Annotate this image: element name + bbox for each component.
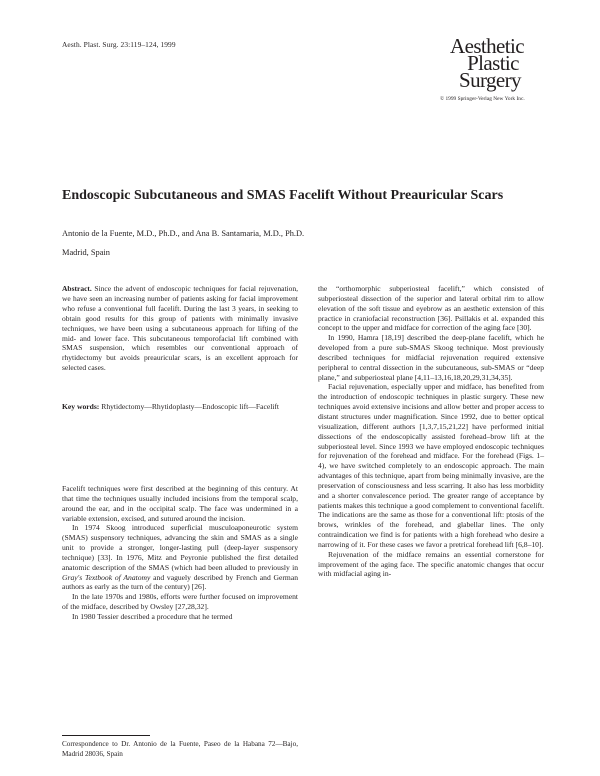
paragraph-text: and vaguely described by French and German authors as early as the turn of the century) [26]. bbox=[62, 572, 298, 592]
logo-line-surgery: Surgery bbox=[459, 68, 521, 92]
paragraph: the “orthomorphic subperiosteal facelift,” which consisted of subperiosteal dissection of the superior and lateral orbital rim to allow elevation of the soft tissue and eyebrow as an aesthetic extension of this practice in craniofacial reconstruction [36]. Psillakis et al. expanded this concept to the upper and midface for correction of the aging face [30]. bbox=[318, 284, 544, 333]
logo-line-aesthetic: Aesthetic bbox=[450, 34, 524, 58]
paragraph: Rejuvenation of the midface remains an essential cornerstone for improvement of the aging face. The specific anatomic changes that occur with midfacial aging in- bbox=[318, 549, 544, 579]
keywords bbox=[62, 402, 298, 412]
body-column-right bbox=[318, 284, 544, 579]
abstract-text: Since the advent of endoscopic techniques for facial rejuvenation, we have seen an increasing number of patients asking for facial improvement who refuse a conventional full facelift. During the last 3 years, in seeking to obtain good results for this group of patients with minimally invasive techniques, we have been using a subcutaneous approach for lifting of the mid- and lower face. This subcutaneous temporofacial lift combined with SMAS suspension, which resembles our conventional approach of rhytidectomy but avoids preauricular scars, is an excellent approach for selected cases. bbox=[62, 284, 298, 373]
body-column-left bbox=[62, 484, 298, 622]
footnote-divider bbox=[62, 735, 150, 736]
article-authors: Antonio de la Fuente, M.D., Ph.D., and Ana B. Santamaria, M.D., Ph.D. bbox=[62, 229, 305, 238]
logo-line-plastic: Plastic bbox=[467, 51, 519, 75]
journal-reference: Aesth. Plast. Surg. 23:119–124, 1999 bbox=[62, 40, 176, 49]
paragraph: In 1980 Tessier described a procedure that he termed bbox=[72, 611, 233, 621]
book-title: Gray's Textbook of Anatomy bbox=[62, 572, 151, 582]
journal-logo bbox=[440, 34, 540, 92]
abstract bbox=[62, 284, 298, 373]
abstract-label: Abstract. bbox=[62, 284, 92, 293]
article-title: Endoscopic Subcutaneous and SMAS Facelift Without Preauricular Scars bbox=[62, 188, 504, 203]
paragraph: In 1990, Hamra [18,19] described the deep-plane facelift, which he developed from a pure sub-SMAS Skoog technique. Most previously described techniques for midfacial rejuvenation required extensive peripheral to central dissection in the subcutaneous, sub-SMAS or “deep plane,” and subperiosteal plane [4,11–13,16,18,20,29,31,34,35]. bbox=[318, 333, 544, 382]
paragraph: In the late 1970s and 1980s, efforts were further focused on improvement of the midface, described by Owsley [27,28,32]. bbox=[62, 592, 298, 612]
author-affiliation: Madrid, Spain bbox=[62, 248, 110, 257]
keywords-label: Key words: bbox=[62, 402, 100, 411]
copyright-notice: © 1999 Springer-Verlag New York Inc. bbox=[440, 96, 525, 102]
paragraph-text: In 1974 Skoog introduced superficial musculoaponeurotic system (SMAS) suspensory techniques, advancing the skin and SMAS as a single unit to provide a stronger, longer-lasting pull (deep-layer suspensory technique) [33]. In 1976, Mitz and Peyronie published the first detailed anatomic description of the SMAS (which had been alluded to previously in bbox=[62, 523, 298, 572]
paragraph: Facelift techniques were first described at the beginning of this century. At that time the techniques usually included incisions from the temporal scalp, around the ear, and in the occipital scalp. The face was undermined in a variable extension, excised, and sutured around the incision. bbox=[62, 484, 298, 523]
keywords-text: Rhytidectomy—Rhytidoplasty—Endoscopic lift—Facelift bbox=[101, 402, 280, 411]
paragraph: Facial rejuvenation, especially upper and midface, has benefited from the introduction of endoscopic techniques in plastic surgery. These new techniques avoid extensive incisions and allow better and proper access to distant structures under magnification. Since 1992, due to better optical visualization, different authors [1,3,7,15,21,22] have performed initial dissections of the endoscopically assisted forehead–brow lift at the subperiosteal level. Since 1993 we have employed endoscopic techniques for rejuvenation of the forehead and midface. For the forehead (Figs. 1–4), we have switched completely to an endoscopic approach. The main advantages of this technique, apart from being minimally invasive, are the preservation of consciousness and less scarring. It also has less morbidity and a shorter convalescence period. The greater range of acceptance by patients makes this technique a good complement to conventional facelift. The indications are the same as those for a conventional lift: ptosis of the brows, wrinkles of the forehead, and glabellar lines. The only contraindication we find is for patients with a high forehead who desire a narrowing of it. For these cases we favor a pretrical forehead lift [6,8–10]. bbox=[318, 382, 544, 549]
paragraph bbox=[62, 523, 298, 592]
correspondence-footnote: Correspondence to Dr. Antonio de la Fuente, Paseo de la Habana 72—Bajo, Madrid 28036, Spain bbox=[62, 740, 298, 758]
